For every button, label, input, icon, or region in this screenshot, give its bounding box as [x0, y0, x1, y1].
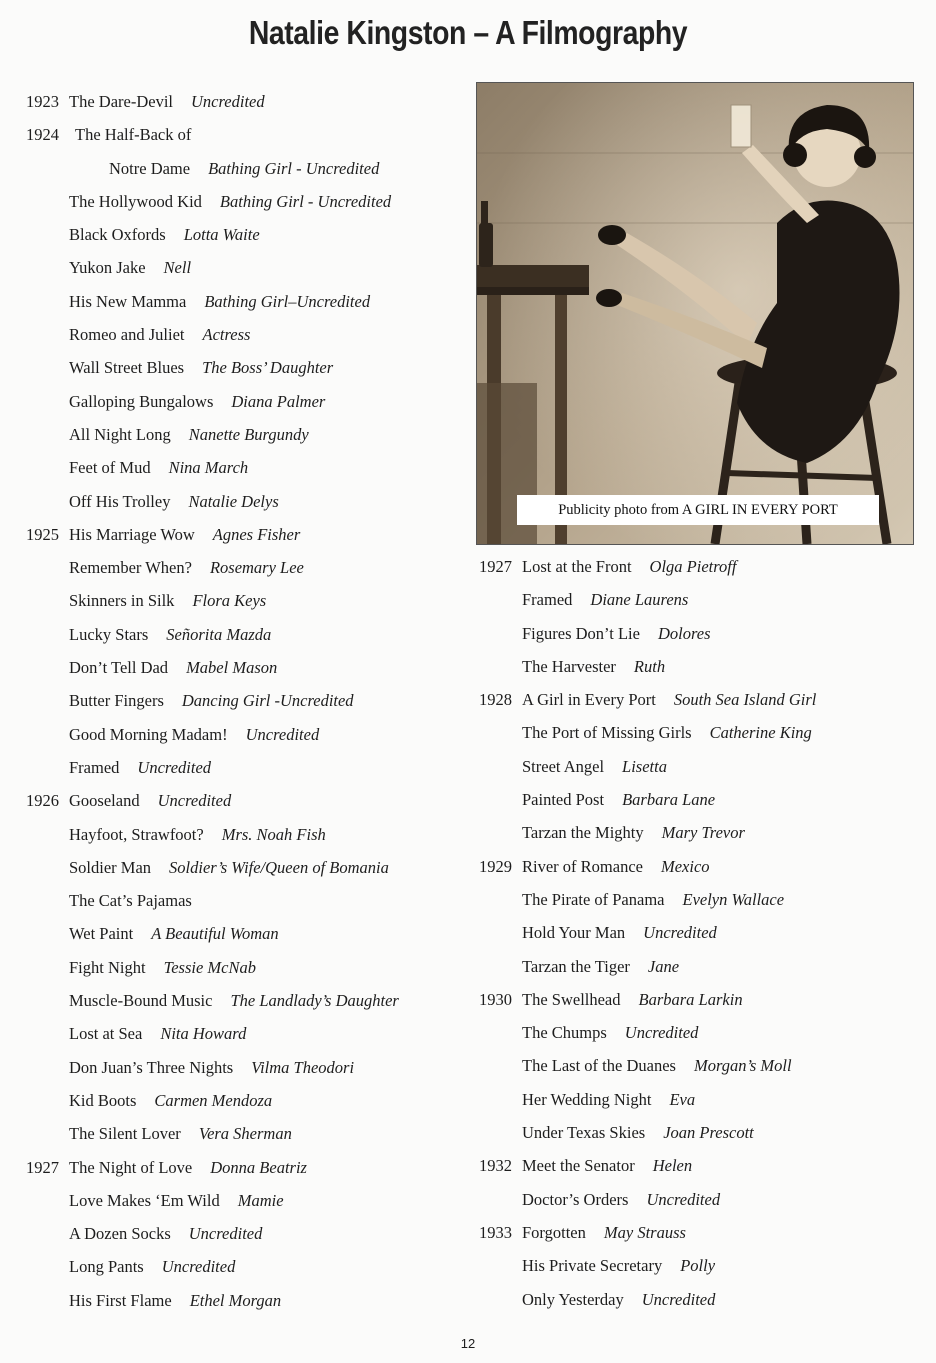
entry-film-title: Love Makes ‘Em Wild	[69, 1190, 220, 1210]
filmography-entry	[26, 285, 466, 318]
entry-film-group	[69, 1051, 354, 1084]
filmography-entry	[26, 351, 466, 384]
entry-year: 1932	[479, 1156, 512, 1176]
entry-film-title: The Half-Back of	[75, 125, 192, 145]
entry-film-group	[522, 783, 715, 816]
entry-film-title: The Chumps	[522, 1023, 607, 1043]
entry-film-group	[69, 884, 192, 917]
entry-film-group	[522, 550, 736, 583]
filmography-entry	[26, 185, 466, 218]
filmography-entry	[26, 951, 466, 984]
entry-film-title: A Dozen Socks	[69, 1224, 171, 1244]
entry-film-group	[522, 1283, 715, 1316]
filmography-entry	[479, 1049, 919, 1082]
entry-film-group	[522, 1249, 715, 1282]
entry-film-title: Notre Dame	[109, 158, 191, 178]
entry-role: Barbara Larkin	[638, 989, 743, 1009]
filmography-entry	[479, 1116, 919, 1149]
entry-role: Tessie McNab	[163, 957, 256, 977]
entry-role: Lotta Waite	[183, 225, 260, 245]
entry-role: Uncredited	[245, 724, 320, 744]
entry-film-group	[522, 1216, 686, 1249]
entry-year: 1933	[479, 1222, 512, 1242]
entry-film-group	[522, 750, 667, 783]
filmography-entry	[479, 1083, 919, 1116]
entry-film-group	[522, 1016, 698, 1049]
filmography-entry	[26, 485, 466, 518]
entry-role: Donna Beatriz	[210, 1157, 307, 1177]
filmography-entry	[479, 617, 919, 650]
filmography-entry	[479, 1149, 919, 1182]
entry-film-group	[69, 351, 333, 384]
entry-film-title: His New Mamma	[69, 291, 187, 311]
entry-film-title: Doctor’s Orders	[522, 1189, 629, 1209]
entry-role: The Boss’ Daughter	[202, 358, 334, 378]
entry-role: Ethel Morgan	[189, 1290, 282, 1310]
entry-film-group	[522, 950, 679, 983]
entry-film-group	[69, 651, 277, 684]
entry-film-title: Yukon Jake	[69, 258, 146, 278]
entry-film-group	[69, 85, 265, 118]
entry-role: Bathing Girl - Uncredited	[219, 191, 392, 211]
filmography-entry	[479, 950, 919, 983]
filmography-entry	[26, 917, 466, 950]
entry-film-group	[69, 385, 325, 418]
filmography-entry	[26, 385, 466, 418]
entry-role: Mexico	[660, 856, 710, 876]
entry-role: Uncredited	[188, 1224, 263, 1244]
entry-film-group	[69, 418, 309, 451]
entry-year: 1926	[26, 791, 59, 811]
entry-role: Uncredited	[157, 791, 232, 811]
filmography-entry	[479, 1183, 919, 1216]
entry-film-group	[522, 1083, 695, 1116]
entry-film-group	[522, 583, 688, 616]
entry-role: Agnes Fisher	[212, 524, 301, 544]
entry-film-title: River of Romance	[522, 856, 643, 876]
photo-caption: Publicity photo from A GIRL IN EVERY PORT	[517, 495, 879, 525]
entry-film-group	[109, 152, 379, 185]
entry-year: 1925	[26, 524, 59, 544]
entry-film-title: The Swellhead	[522, 989, 621, 1009]
entry-film-title: All Night Long	[69, 424, 171, 444]
entry-role: Mary Trevor	[661, 823, 745, 843]
entry-film-title: Under Texas Skies	[522, 1123, 646, 1143]
entry-year: 1924	[26, 125, 59, 145]
entry-role: Vilma Theodori	[251, 1057, 355, 1077]
entry-role: Uncredited	[643, 923, 717, 943]
entry-role: Morgan’s Moll	[693, 1056, 792, 1076]
filmography-entry	[26, 318, 466, 351]
filmography-entry	[26, 1217, 466, 1250]
entry-film-group	[522, 1149, 692, 1182]
entry-film-title: Gooseland	[69, 791, 140, 811]
entry-film-group	[69, 684, 354, 717]
filmography-entry	[26, 884, 466, 917]
entry-role: Actress	[202, 325, 251, 345]
entry-film-group	[69, 1184, 284, 1217]
filmography-entry	[479, 716, 919, 749]
entry-film-group	[75, 118, 191, 151]
entry-role: Uncredited	[641, 1289, 716, 1309]
entry-film-title: Meet the Senator	[522, 1156, 635, 1176]
entry-film-group	[69, 917, 279, 950]
filmography-entry	[26, 784, 466, 817]
entry-role: Dancing Girl -Uncredited	[181, 691, 354, 711]
page-number: 12	[460, 1336, 476, 1351]
entry-film-group	[522, 650, 665, 683]
entry-role: Diana Palmer	[231, 391, 326, 411]
filmography-left-column	[26, 85, 466, 1317]
entry-film-title: Figures Don’t Lie	[522, 623, 640, 643]
entry-role: Nell	[163, 258, 192, 278]
entry-film-group	[69, 251, 191, 284]
entry-role: Nita Howard	[160, 1024, 247, 1044]
entry-role: Nina March	[168, 458, 249, 478]
filmography-entry	[479, 683, 919, 716]
entry-film-group	[522, 883, 784, 916]
entry-film-title: Galloping Bungalows	[69, 391, 214, 411]
entry-film-title: A Girl in Every Port	[522, 690, 656, 710]
filmography-entry	[26, 251, 466, 284]
filmography-entry	[479, 750, 919, 783]
filmography-entry	[479, 883, 919, 916]
entry-role: South Sea Island Girl	[673, 690, 817, 710]
entry-film-group	[522, 983, 743, 1016]
entry-role: Carmen Mendoza	[154, 1090, 273, 1110]
entry-role: Mabel Mason	[186, 658, 278, 678]
entry-role: Ruth	[633, 656, 666, 676]
entry-film-group	[522, 1183, 720, 1216]
filmography-entry	[479, 783, 919, 816]
filmography-entry	[26, 1017, 466, 1050]
entry-film-group	[69, 285, 370, 318]
entry-role: Bathing Girl–Uncredited	[204, 291, 371, 311]
entry-film-title: Kid Boots	[69, 1090, 137, 1110]
entry-film-group	[69, 218, 260, 251]
entry-year: 1927	[26, 1157, 59, 1177]
entry-film-group	[69, 818, 326, 851]
entry-role: May Strauss	[603, 1222, 686, 1242]
filmography-entry	[26, 718, 466, 751]
entry-role: Soldier’s Wife/Queen of Bomania	[169, 857, 389, 877]
filmography-entry	[479, 1249, 919, 1282]
entry-film-title: Skinners in Silk	[69, 591, 175, 611]
entry-film-group	[69, 951, 256, 984]
entry-role: Vera Sherman	[198, 1124, 292, 1144]
filmography-entry	[479, 983, 919, 1016]
entry-role: Uncredited	[191, 92, 265, 111]
entry-film-title: Tarzan the Tiger	[522, 956, 630, 976]
entry-film-group	[69, 1151, 307, 1184]
filmography-entry	[26, 85, 466, 118]
filmography-entry	[26, 984, 466, 1017]
entry-film-group	[69, 751, 211, 784]
entry-film-title: Don’t Tell Dad	[69, 658, 169, 678]
filmography-entry	[479, 550, 919, 583]
entry-film-group	[69, 451, 248, 484]
entry-film-title: Long Pants	[69, 1257, 144, 1277]
entry-role: Natalie Delys	[188, 491, 279, 511]
entry-film-group	[69, 185, 391, 218]
entry-film-title: Muscle-Bound Music	[69, 991, 213, 1011]
entry-year: 1929	[479, 856, 512, 876]
entry-role: Uncredited	[624, 1023, 699, 1043]
entry-film-group	[522, 816, 745, 849]
entry-film-title: Her Wedding Night	[522, 1089, 652, 1109]
entry-film-group	[522, 1116, 754, 1149]
entry-year: 1927	[479, 557, 512, 576]
entry-film-group	[522, 716, 812, 749]
filmography-entry	[479, 1216, 919, 1249]
filmography-entry	[26, 1284, 466, 1317]
filmography-entry	[26, 651, 466, 684]
entry-film-title: His Marriage Wow	[69, 524, 195, 544]
filmography-entry	[479, 1283, 919, 1316]
entry-role: Rosemary Lee	[209, 558, 304, 578]
entry-film-title: The Cat’s Pajamas	[69, 891, 192, 911]
entry-film-title: Hold Your Man	[522, 923, 626, 943]
entry-role: Nanette Burgundy	[188, 424, 309, 444]
entry-film-title: The Dare-Devil	[69, 92, 173, 111]
entry-film-title: His First Flame	[69, 1290, 172, 1310]
entry-role: Helen	[652, 1156, 693, 1176]
entry-film-group	[69, 485, 279, 518]
entry-film-title: Street Angel	[522, 756, 605, 776]
entry-film-group	[69, 618, 271, 651]
filmography-entry	[26, 518, 466, 551]
filmography-entry	[26, 751, 466, 784]
entry-film-title: Lost at the Front	[522, 557, 632, 576]
filmography-entry	[26, 451, 466, 484]
entry-film-group	[522, 683, 816, 716]
filmography-entry	[479, 583, 919, 616]
entry-film-title: His Private Secretary	[522, 1256, 663, 1276]
entry-film-title: The Night of Love	[69, 1157, 193, 1177]
filmography-right-column	[479, 550, 919, 1316]
filmography-entry	[26, 584, 466, 617]
entry-film-group	[69, 518, 300, 551]
entry-film-title: The Last of the Duanes	[522, 1056, 676, 1076]
entry-role: Catherine King	[709, 723, 812, 743]
filmography-entry	[479, 1016, 919, 1049]
filmography-entry	[26, 684, 466, 717]
entry-role: Dolores	[657, 623, 711, 643]
entry-film-group	[69, 1017, 246, 1050]
filmography-entry	[479, 850, 919, 883]
entry-film-group	[69, 851, 389, 884]
entry-film-group	[69, 551, 304, 584]
entry-role: Barbara Lane	[622, 790, 716, 810]
entry-film-title: Black Oxfords	[69, 225, 166, 245]
filmography-entry	[26, 818, 466, 851]
entry-role: Mrs. Noah Fish	[221, 824, 326, 844]
entry-film-title: Tarzan the Mighty	[522, 823, 644, 843]
entry-role: Joan Prescott	[663, 1123, 754, 1143]
entry-film-title: Soldier Man	[69, 857, 152, 877]
filmography-entry	[26, 851, 466, 884]
entry-film-title: Lucky Stars	[69, 624, 149, 644]
entry-year: 1928	[479, 690, 512, 710]
entry-film-title: Framed	[69, 757, 120, 777]
entry-film-group	[522, 916, 717, 949]
entry-film-title: Feet of Mud	[69, 458, 151, 478]
entry-role: Evelyn Wallace	[682, 889, 785, 909]
filmography-entry	[26, 152, 466, 185]
entry-film-group	[522, 617, 711, 650]
entry-role: Diane Laurens	[590, 590, 689, 610]
entry-film-title: The Hollywood Kid	[69, 191, 202, 211]
entry-film-group	[522, 1049, 792, 1082]
entry-film-group	[522, 850, 710, 883]
filmography-entry	[26, 1084, 466, 1117]
entry-film-title: Good Morning Madam!	[69, 724, 228, 744]
entry-role: Uncredited	[137, 757, 212, 777]
entry-film-group	[69, 584, 266, 617]
entry-film-group	[69, 1084, 272, 1117]
entry-year: 1923	[26, 92, 59, 111]
filmography-entry	[26, 618, 466, 651]
filmography-entry	[26, 218, 466, 251]
filmography-entry	[26, 1117, 466, 1150]
entry-film-title: Painted Post	[522, 790, 605, 810]
entry-film-title: Don Juan’s Three Nights	[69, 1057, 234, 1077]
entry-film-group	[69, 1284, 281, 1317]
entry-role: A Beautiful Woman	[151, 924, 279, 944]
entry-film-title: Off His Trolley	[69, 491, 171, 511]
entry-film-title: The Pirate of Panama	[522, 889, 665, 909]
entry-film-title: Romeo and Juliet	[69, 325, 185, 345]
entry-film-title: Wet Paint	[69, 924, 134, 944]
entry-role: Jane	[647, 956, 680, 976]
filmography-entry	[26, 1051, 466, 1084]
entry-film-title: Fight Night	[69, 957, 146, 977]
entry-year: 1930	[479, 989, 512, 1009]
entry-film-title: The Silent Lover	[69, 1124, 181, 1144]
entry-role: Polly	[680, 1256, 716, 1276]
page-title: Natalie Kingston – A Filmography	[248, 14, 688, 51]
entry-film-group	[69, 718, 319, 751]
entry-role: Eva	[669, 1089, 696, 1109]
entry-role: Olga Pietroff	[649, 557, 737, 576]
entry-film-title: Remember When?	[69, 558, 192, 578]
entry-film-group	[69, 318, 250, 351]
entry-film-title: Butter Fingers	[69, 691, 164, 711]
filmography-entry	[26, 1184, 466, 1217]
entry-role: Uncredited	[646, 1189, 721, 1209]
entry-film-title: Lost at Sea	[69, 1024, 143, 1044]
publicity-photo	[476, 82, 914, 545]
entry-role: Mamie	[237, 1190, 284, 1210]
entry-film-group	[69, 1117, 292, 1150]
filmography-entry	[479, 816, 919, 849]
entry-role: The Landlady’s Daughter	[230, 991, 399, 1011]
filmography-entry	[26, 118, 466, 151]
entry-film-title: The Harvester	[522, 656, 616, 676]
entry-film-group	[69, 984, 399, 1017]
entry-role: Señorita Mazda	[166, 624, 272, 644]
filmography-entry	[26, 1250, 466, 1283]
entry-film-title: Forgotten	[522, 1222, 586, 1242]
entry-film-title: Framed	[522, 590, 573, 610]
filmography-entry	[479, 650, 919, 683]
filmography-entry	[26, 418, 466, 451]
entry-film-title: Hayfoot, Strawfoot?	[69, 824, 204, 844]
entry-role: Lisetta	[622, 756, 667, 776]
entry-film-title: Only Yesterday	[522, 1289, 624, 1309]
entry-film-title: Wall Street Blues	[69, 358, 185, 378]
entry-role: Flora Keys	[192, 591, 267, 611]
entry-role: Bathing Girl - Uncredited	[208, 158, 380, 178]
filmography-entry	[479, 916, 919, 949]
entry-role: Uncredited	[161, 1257, 236, 1277]
photo-image	[477, 83, 913, 544]
entry-film-group	[69, 1250, 235, 1283]
entry-film-title: The Port of Missing Girls	[522, 723, 692, 743]
filmography-entry	[26, 1151, 466, 1184]
filmography-entry	[26, 551, 466, 584]
entry-film-group	[69, 1217, 262, 1250]
entry-film-group	[69, 784, 231, 817]
